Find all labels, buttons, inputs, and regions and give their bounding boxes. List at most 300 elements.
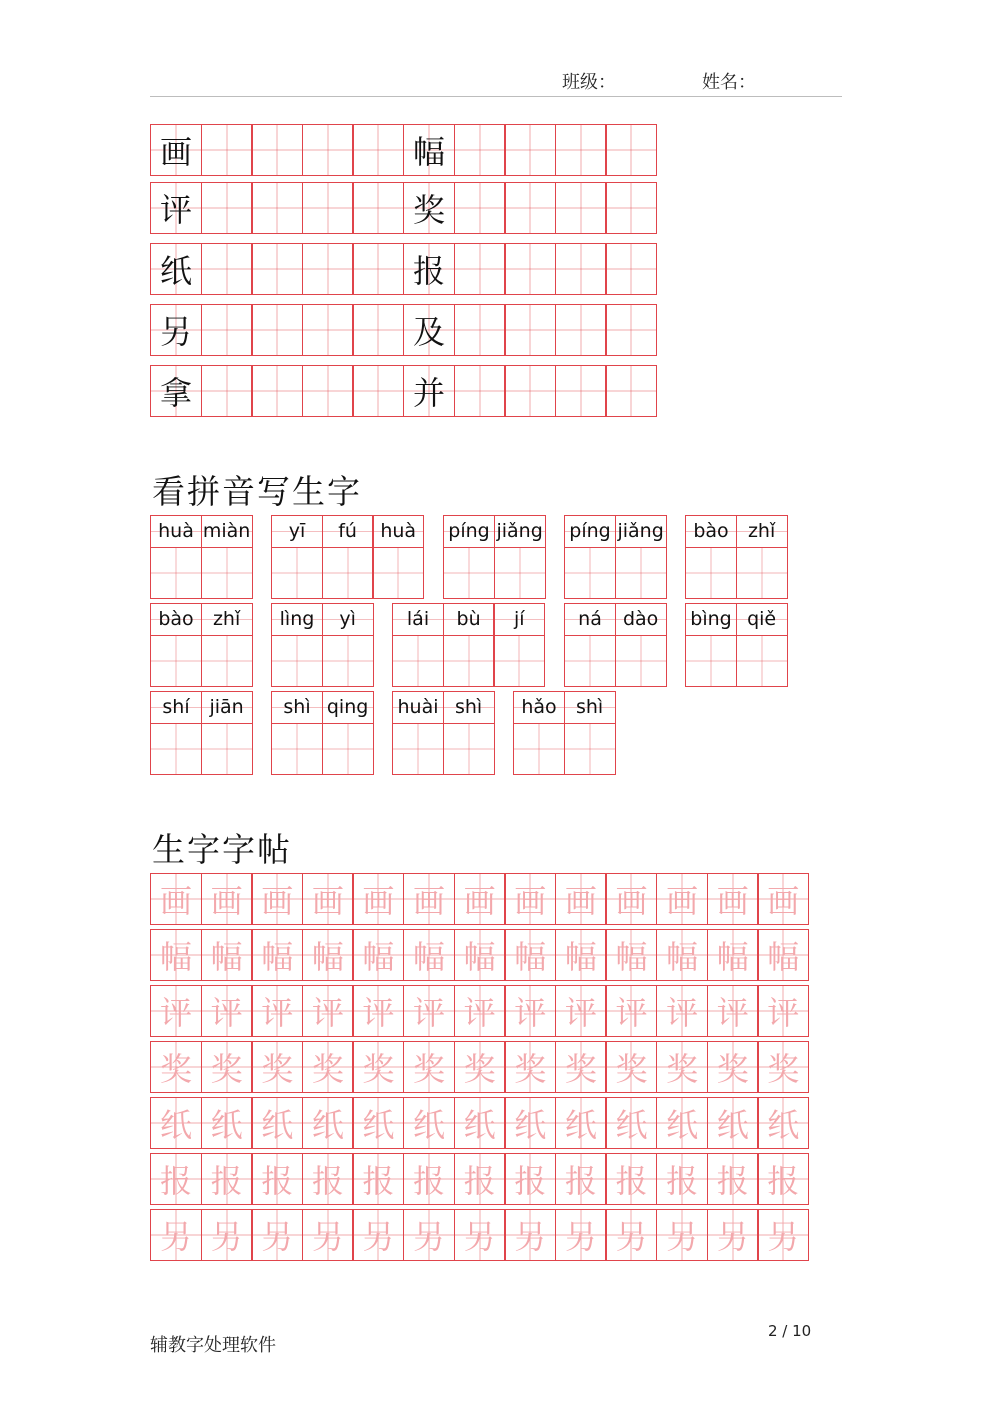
answer-cell[interactable] [685, 547, 737, 599]
pinyin-column [564, 603, 616, 687]
tracing-cell[interactable] [150, 1153, 202, 1205]
answer-cell[interactable] [564, 723, 616, 775]
writing-cell[interactable] [555, 304, 607, 356]
answer-cell[interactable] [201, 635, 253, 687]
page-header [150, 62, 842, 97]
trace-character: 奖 [514, 1050, 547, 1088]
pinyin-group [392, 691, 495, 775]
writing-cell[interactable] [201, 124, 253, 176]
trace-character: 幅 [362, 938, 395, 976]
tracing-cell[interactable] [504, 929, 556, 981]
model-character: 报 [413, 252, 446, 290]
writing-cell[interactable] [454, 304, 506, 356]
pinyin-text: shì [575, 696, 604, 718]
pinyin-box [736, 603, 788, 635]
trace-character: 幅 [767, 938, 800, 976]
pinyin-column [201, 515, 253, 599]
trace-character: 评 [210, 994, 243, 1032]
tracing-cell[interactable] [605, 1041, 657, 1093]
pinyin-box [150, 691, 202, 723]
writing-cell[interactable] [555, 365, 607, 417]
tracing-cell[interactable] [302, 929, 354, 981]
tracing-cell[interactable] [302, 873, 354, 925]
pinyin-box [685, 603, 737, 635]
tracing-cell[interactable] [454, 1153, 506, 1205]
pinyin-column [392, 691, 444, 775]
pinyin-group [564, 603, 667, 687]
answer-cell[interactable] [271, 547, 323, 599]
writing-cell[interactable] [605, 182, 657, 234]
pinyin-group [150, 515, 253, 599]
answer-cell[interactable] [564, 547, 616, 599]
pinyin-box [493, 603, 545, 635]
tracing-cell[interactable] [251, 1097, 303, 1149]
trace-character: 纸 [413, 1106, 446, 1144]
answer-cell[interactable] [443, 547, 495, 599]
pinyin-text: jiǎng [496, 520, 543, 542]
writing-cell[interactable] [201, 243, 253, 295]
pinyin-column [493, 603, 545, 687]
pinyin-box [201, 515, 253, 547]
pinyin-column [736, 515, 788, 599]
trace-character: 另 [514, 1218, 547, 1256]
trace-character: 纸 [615, 1106, 648, 1144]
pinyin-box [564, 515, 616, 547]
writing-cell[interactable] [605, 365, 657, 417]
section-title-pinyin: 看拼音写生字 [152, 472, 362, 511]
tracing-cell[interactable] [454, 873, 506, 925]
tracing-cell[interactable] [555, 929, 607, 981]
tracing-cell[interactable] [656, 1209, 708, 1261]
pinyin-column [271, 515, 323, 599]
pinyin-column [615, 603, 667, 687]
page-number: 2 / 10 [768, 1322, 812, 1340]
tracing-cell[interactable] [150, 1097, 202, 1149]
pinyin-text: jiǎng [617, 520, 664, 542]
pinyin-box [322, 515, 374, 547]
trace-character: 画 [767, 882, 800, 920]
tracing-cell[interactable] [150, 873, 202, 925]
answer-cell[interactable] [271, 635, 323, 687]
pinyin-text: bù [456, 608, 481, 630]
pinyin-text: bìng [690, 608, 732, 630]
pinyin-column [564, 515, 616, 599]
trace-character: 纸 [564, 1106, 597, 1144]
writing-cell[interactable] [150, 304, 202, 356]
tracing-cell[interactable] [201, 1209, 253, 1261]
writing-cell[interactable] [251, 124, 303, 176]
tracing-cell[interactable] [707, 873, 759, 925]
trace-character: 幅 [311, 938, 344, 976]
tracing-cell[interactable] [201, 985, 253, 1037]
writing-cell[interactable] [302, 243, 354, 295]
tracing-cell[interactable] [302, 1209, 354, 1261]
tracing-cell[interactable] [707, 1097, 759, 1149]
writing-cell[interactable] [454, 243, 506, 295]
tracing-cell[interactable] [403, 1041, 455, 1093]
writing-cell[interactable] [150, 243, 202, 295]
writing-cell[interactable] [150, 182, 202, 234]
writing-cell[interactable] [605, 304, 657, 356]
tracing-cell[interactable] [454, 1209, 506, 1261]
answer-cell[interactable] [736, 547, 788, 599]
trace-character: 另 [463, 1218, 496, 1256]
pinyin-text: jí [513, 608, 525, 630]
tracing-cell[interactable] [352, 1097, 404, 1149]
tracing-cell[interactable] [555, 873, 607, 925]
answer-cell[interactable] [372, 547, 424, 599]
pinyin-column [736, 603, 788, 687]
tracing-cell[interactable] [302, 985, 354, 1037]
trace-character: 奖 [564, 1050, 597, 1088]
pinyin-box [513, 691, 565, 723]
answer-cell[interactable] [443, 723, 495, 775]
pinyin-box [392, 603, 444, 635]
trace-character: 另 [564, 1218, 597, 1256]
writing-cell[interactable] [201, 304, 253, 356]
answer-cell[interactable] [513, 723, 565, 775]
trace-character: 幅 [210, 938, 243, 976]
tracing-cell[interactable] [352, 873, 404, 925]
tracing-cell[interactable] [251, 1041, 303, 1093]
pinyin-text: dào [622, 608, 659, 630]
trace-character: 另 [261, 1218, 294, 1256]
writing-cell[interactable] [403, 182, 455, 234]
pinyin-text: zhǐ [747, 520, 776, 542]
pinyin-box [443, 515, 495, 547]
writing-cell[interactable] [403, 304, 455, 356]
tracing-cell[interactable] [454, 1097, 506, 1149]
pinyin-box [372, 515, 424, 547]
writing-cell[interactable] [403, 365, 455, 417]
writing-cell[interactable] [555, 243, 607, 295]
trace-character: 奖 [767, 1050, 800, 1088]
trace-character: 奖 [666, 1050, 699, 1088]
tracing-cell[interactable] [656, 1041, 708, 1093]
writing-cell[interactable] [454, 124, 506, 176]
pinyin-box [150, 515, 202, 547]
answer-cell[interactable] [392, 635, 444, 687]
pinyin-column [443, 603, 495, 687]
trace-character: 报 [210, 1162, 243, 1200]
pinyin-text: lái [406, 608, 430, 630]
tracing-cell[interactable] [251, 985, 303, 1037]
writing-cell[interactable] [150, 365, 202, 417]
pinyin-box [494, 515, 546, 547]
model-character: 奖 [413, 191, 446, 229]
trace-character: 画 [210, 882, 243, 920]
trace-character: 奖 [210, 1050, 243, 1088]
tracing-cell[interactable] [707, 1041, 759, 1093]
writing-cell[interactable] [251, 365, 303, 417]
pinyin-box [685, 515, 737, 547]
trace-character: 幅 [413, 938, 446, 976]
tracing-cell[interactable] [504, 873, 556, 925]
tracing-cell[interactable] [201, 1041, 253, 1093]
tracing-cell[interactable] [251, 929, 303, 981]
tracing-cell[interactable] [656, 1097, 708, 1149]
writing-cell[interactable] [605, 124, 657, 176]
tracing-cell[interactable] [555, 1097, 607, 1149]
tracing-cell[interactable] [403, 1153, 455, 1205]
writing-cell[interactable] [504, 243, 556, 295]
trace-character: 另 [615, 1218, 648, 1256]
tracing-cell[interactable] [454, 985, 506, 1037]
tracing-cell[interactable] [757, 1209, 809, 1261]
tracing-cell[interactable] [352, 1041, 404, 1093]
pinyin-box [150, 603, 202, 635]
writing-cell[interactable] [150, 124, 202, 176]
tracing-cell[interactable] [605, 985, 657, 1037]
tracing-cell[interactable] [757, 1097, 809, 1149]
tracing-cell[interactable] [757, 929, 809, 981]
tracing-cell[interactable] [605, 1153, 657, 1205]
writing-cell[interactable] [504, 182, 556, 234]
tracing-cell[interactable] [707, 929, 759, 981]
answer-cell[interactable] [322, 547, 374, 599]
trace-character: 画 [716, 882, 749, 920]
pinyin-box [201, 691, 253, 723]
tracing-cell[interactable] [201, 1097, 253, 1149]
answer-cell[interactable] [392, 723, 444, 775]
answer-cell[interactable] [494, 547, 546, 599]
tracing-cell[interactable] [656, 1153, 708, 1205]
practice-row [150, 304, 657, 356]
tracing-cell[interactable] [656, 873, 708, 925]
tracing-cell[interactable] [555, 1209, 607, 1261]
answer-cell[interactable] [150, 723, 202, 775]
answer-cell[interactable] [150, 547, 202, 599]
trace-character: 评 [362, 994, 395, 1032]
pinyin-text: fú [338, 520, 357, 542]
trace-character: 画 [615, 882, 648, 920]
trace-character: 纸 [463, 1106, 496, 1144]
writing-cell[interactable] [302, 124, 354, 176]
answer-cell[interactable] [150, 635, 202, 687]
tracing-cell[interactable] [403, 929, 455, 981]
tracing-cell[interactable] [555, 1041, 607, 1093]
answer-cell[interactable] [685, 635, 737, 687]
tracing-cell[interactable] [302, 1153, 354, 1205]
pinyin-text: ná [578, 608, 602, 630]
trace-character: 画 [666, 882, 699, 920]
writing-cell[interactable] [251, 243, 303, 295]
pinyin-text: huà [158, 520, 194, 542]
tracing-cell[interactable] [201, 873, 253, 925]
trace-character: 评 [413, 994, 446, 1032]
tracing-cell[interactable] [757, 985, 809, 1037]
class-label: 班级： [562, 72, 616, 93]
pinyin-box [564, 691, 616, 723]
pinyin-text: zhǐ [212, 608, 241, 630]
answer-cell[interactable] [564, 635, 616, 687]
answer-cell[interactable] [736, 635, 788, 687]
tracing-cell[interactable] [403, 1209, 455, 1261]
writing-cell[interactable] [504, 124, 556, 176]
trace-character: 报 [413, 1162, 446, 1200]
tracing-cell[interactable] [605, 929, 657, 981]
tracing-cell[interactable] [251, 873, 303, 925]
tracing-cell[interactable] [504, 1153, 556, 1205]
tracing-cell[interactable] [201, 929, 253, 981]
pinyin-column [685, 603, 737, 687]
answer-cell[interactable] [201, 723, 253, 775]
writing-cell[interactable] [605, 243, 657, 295]
pinyin-column [201, 691, 253, 775]
trace-character: 评 [514, 994, 547, 1032]
answer-cell[interactable] [271, 723, 323, 775]
tracing-cell[interactable] [656, 929, 708, 981]
trace-character: 评 [261, 994, 294, 1032]
writing-cell[interactable] [352, 243, 404, 295]
pinyin-box [271, 515, 323, 547]
tracing-cell[interactable] [504, 1209, 556, 1261]
tracing-cell[interactable] [504, 985, 556, 1037]
trace-character: 纸 [261, 1106, 294, 1144]
trace-character: 另 [716, 1218, 749, 1256]
tracing-cell[interactable] [302, 1097, 354, 1149]
answer-cell[interactable] [615, 547, 667, 599]
tracing-cell[interactable] [707, 985, 759, 1037]
tracing-cell[interactable] [707, 1153, 759, 1205]
pinyin-box [322, 603, 374, 635]
tracing-cell[interactable] [504, 1097, 556, 1149]
pinyin-group [443, 515, 546, 599]
trace-character: 评 [615, 994, 648, 1032]
pinyin-text: shì [454, 696, 483, 718]
tracing-cell[interactable] [757, 1153, 809, 1205]
tracing-cell[interactable] [352, 929, 404, 981]
pinyin-box [443, 603, 495, 635]
copybook-row [150, 1097, 809, 1149]
writing-cell[interactable] [504, 365, 556, 417]
pinyin-box [615, 515, 667, 547]
tracing-cell[interactable] [454, 1041, 506, 1093]
trace-character: 画 [159, 882, 192, 920]
trace-character: 另 [413, 1218, 446, 1256]
pinyin-column [150, 691, 202, 775]
writing-cell[interactable] [555, 124, 607, 176]
writing-cell[interactable] [352, 365, 404, 417]
trace-character: 另 [767, 1218, 800, 1256]
tracing-cell[interactable] [504, 1041, 556, 1093]
pinyin-text: qing [326, 696, 369, 718]
writing-cell[interactable] [201, 182, 253, 234]
tracing-cell[interactable] [757, 1041, 809, 1093]
tracing-cell[interactable] [150, 985, 202, 1037]
pinyin-box [564, 603, 616, 635]
model-character: 幅 [413, 133, 446, 171]
tracing-cell[interactable] [403, 985, 455, 1037]
tracing-cell[interactable] [605, 1209, 657, 1261]
tracing-cell[interactable] [201, 1153, 253, 1205]
answer-cell[interactable] [201, 547, 253, 599]
tracing-cell[interactable] [656, 985, 708, 1037]
tracing-cell[interactable] [150, 929, 202, 981]
answer-cell[interactable] [443, 635, 495, 687]
trace-character: 另 [362, 1218, 395, 1256]
writing-cell[interactable] [454, 182, 506, 234]
writing-cell[interactable] [302, 304, 354, 356]
tracing-cell[interactable] [555, 1153, 607, 1205]
pinyin-column [685, 515, 737, 599]
pinyin-text: bào [158, 608, 194, 630]
tracing-cell[interactable] [707, 1209, 759, 1261]
writing-cell[interactable] [555, 182, 607, 234]
tracing-cell[interactable] [757, 873, 809, 925]
writing-cell[interactable] [352, 124, 404, 176]
writing-cell[interactable] [504, 304, 556, 356]
trace-character: 报 [362, 1162, 395, 1200]
pinyin-column [271, 691, 323, 775]
trace-character: 幅 [564, 938, 597, 976]
writing-cell[interactable] [201, 365, 253, 417]
tracing-cell[interactable] [302, 1041, 354, 1093]
tracing-cell[interactable] [251, 1209, 303, 1261]
pinyin-box [271, 691, 323, 723]
writing-cell[interactable] [302, 182, 354, 234]
trace-character: 画 [362, 882, 395, 920]
writing-cell[interactable] [251, 182, 303, 234]
pinyin-column [271, 603, 323, 687]
trace-character: 画 [413, 882, 446, 920]
trace-character: 纸 [159, 1106, 192, 1144]
tracing-cell[interactable] [251, 1153, 303, 1205]
tracing-cell[interactable] [403, 873, 455, 925]
answer-cell[interactable] [493, 635, 545, 687]
trace-character: 奖 [311, 1050, 344, 1088]
model-character: 拿 [159, 374, 192, 412]
tracing-cell[interactable] [454, 929, 506, 981]
pinyin-column [322, 691, 374, 775]
tracing-cell[interactable] [605, 873, 657, 925]
pinyin-column [513, 691, 565, 775]
pinyin-column [392, 603, 444, 687]
writing-cell[interactable] [251, 304, 303, 356]
writing-cell[interactable] [302, 365, 354, 417]
answer-cell[interactable] [322, 635, 374, 687]
trace-character: 评 [159, 994, 192, 1032]
writing-cell[interactable] [352, 182, 404, 234]
section-title-copybook: 生字字帖 [152, 830, 292, 869]
model-character: 另 [159, 313, 192, 351]
tracing-cell[interactable] [555, 985, 607, 1037]
pinyin-column [494, 515, 546, 599]
answer-cell[interactable] [615, 635, 667, 687]
writing-cell[interactable] [403, 243, 455, 295]
answer-cell[interactable] [322, 723, 374, 775]
writing-cell[interactable] [403, 124, 455, 176]
tracing-cell[interactable] [403, 1097, 455, 1149]
tracing-cell[interactable] [150, 1209, 202, 1261]
trace-character: 纸 [210, 1106, 243, 1144]
pinyin-text: huà [380, 520, 417, 542]
trace-character: 奖 [362, 1050, 395, 1088]
tracing-cell[interactable] [352, 985, 404, 1037]
pinyin-text: miàn [202, 520, 251, 542]
tracing-cell[interactable] [605, 1097, 657, 1149]
pinyin-group [513, 691, 616, 775]
tracing-cell[interactable] [352, 1153, 404, 1205]
tracing-cell[interactable] [352, 1209, 404, 1261]
pinyin-group [271, 691, 374, 775]
pinyin-column [150, 603, 202, 687]
trace-character: 报 [159, 1162, 192, 1200]
writing-cell[interactable] [454, 365, 506, 417]
tracing-cell[interactable] [150, 1041, 202, 1093]
trace-character: 评 [564, 994, 597, 1032]
writing-cell[interactable] [352, 304, 404, 356]
